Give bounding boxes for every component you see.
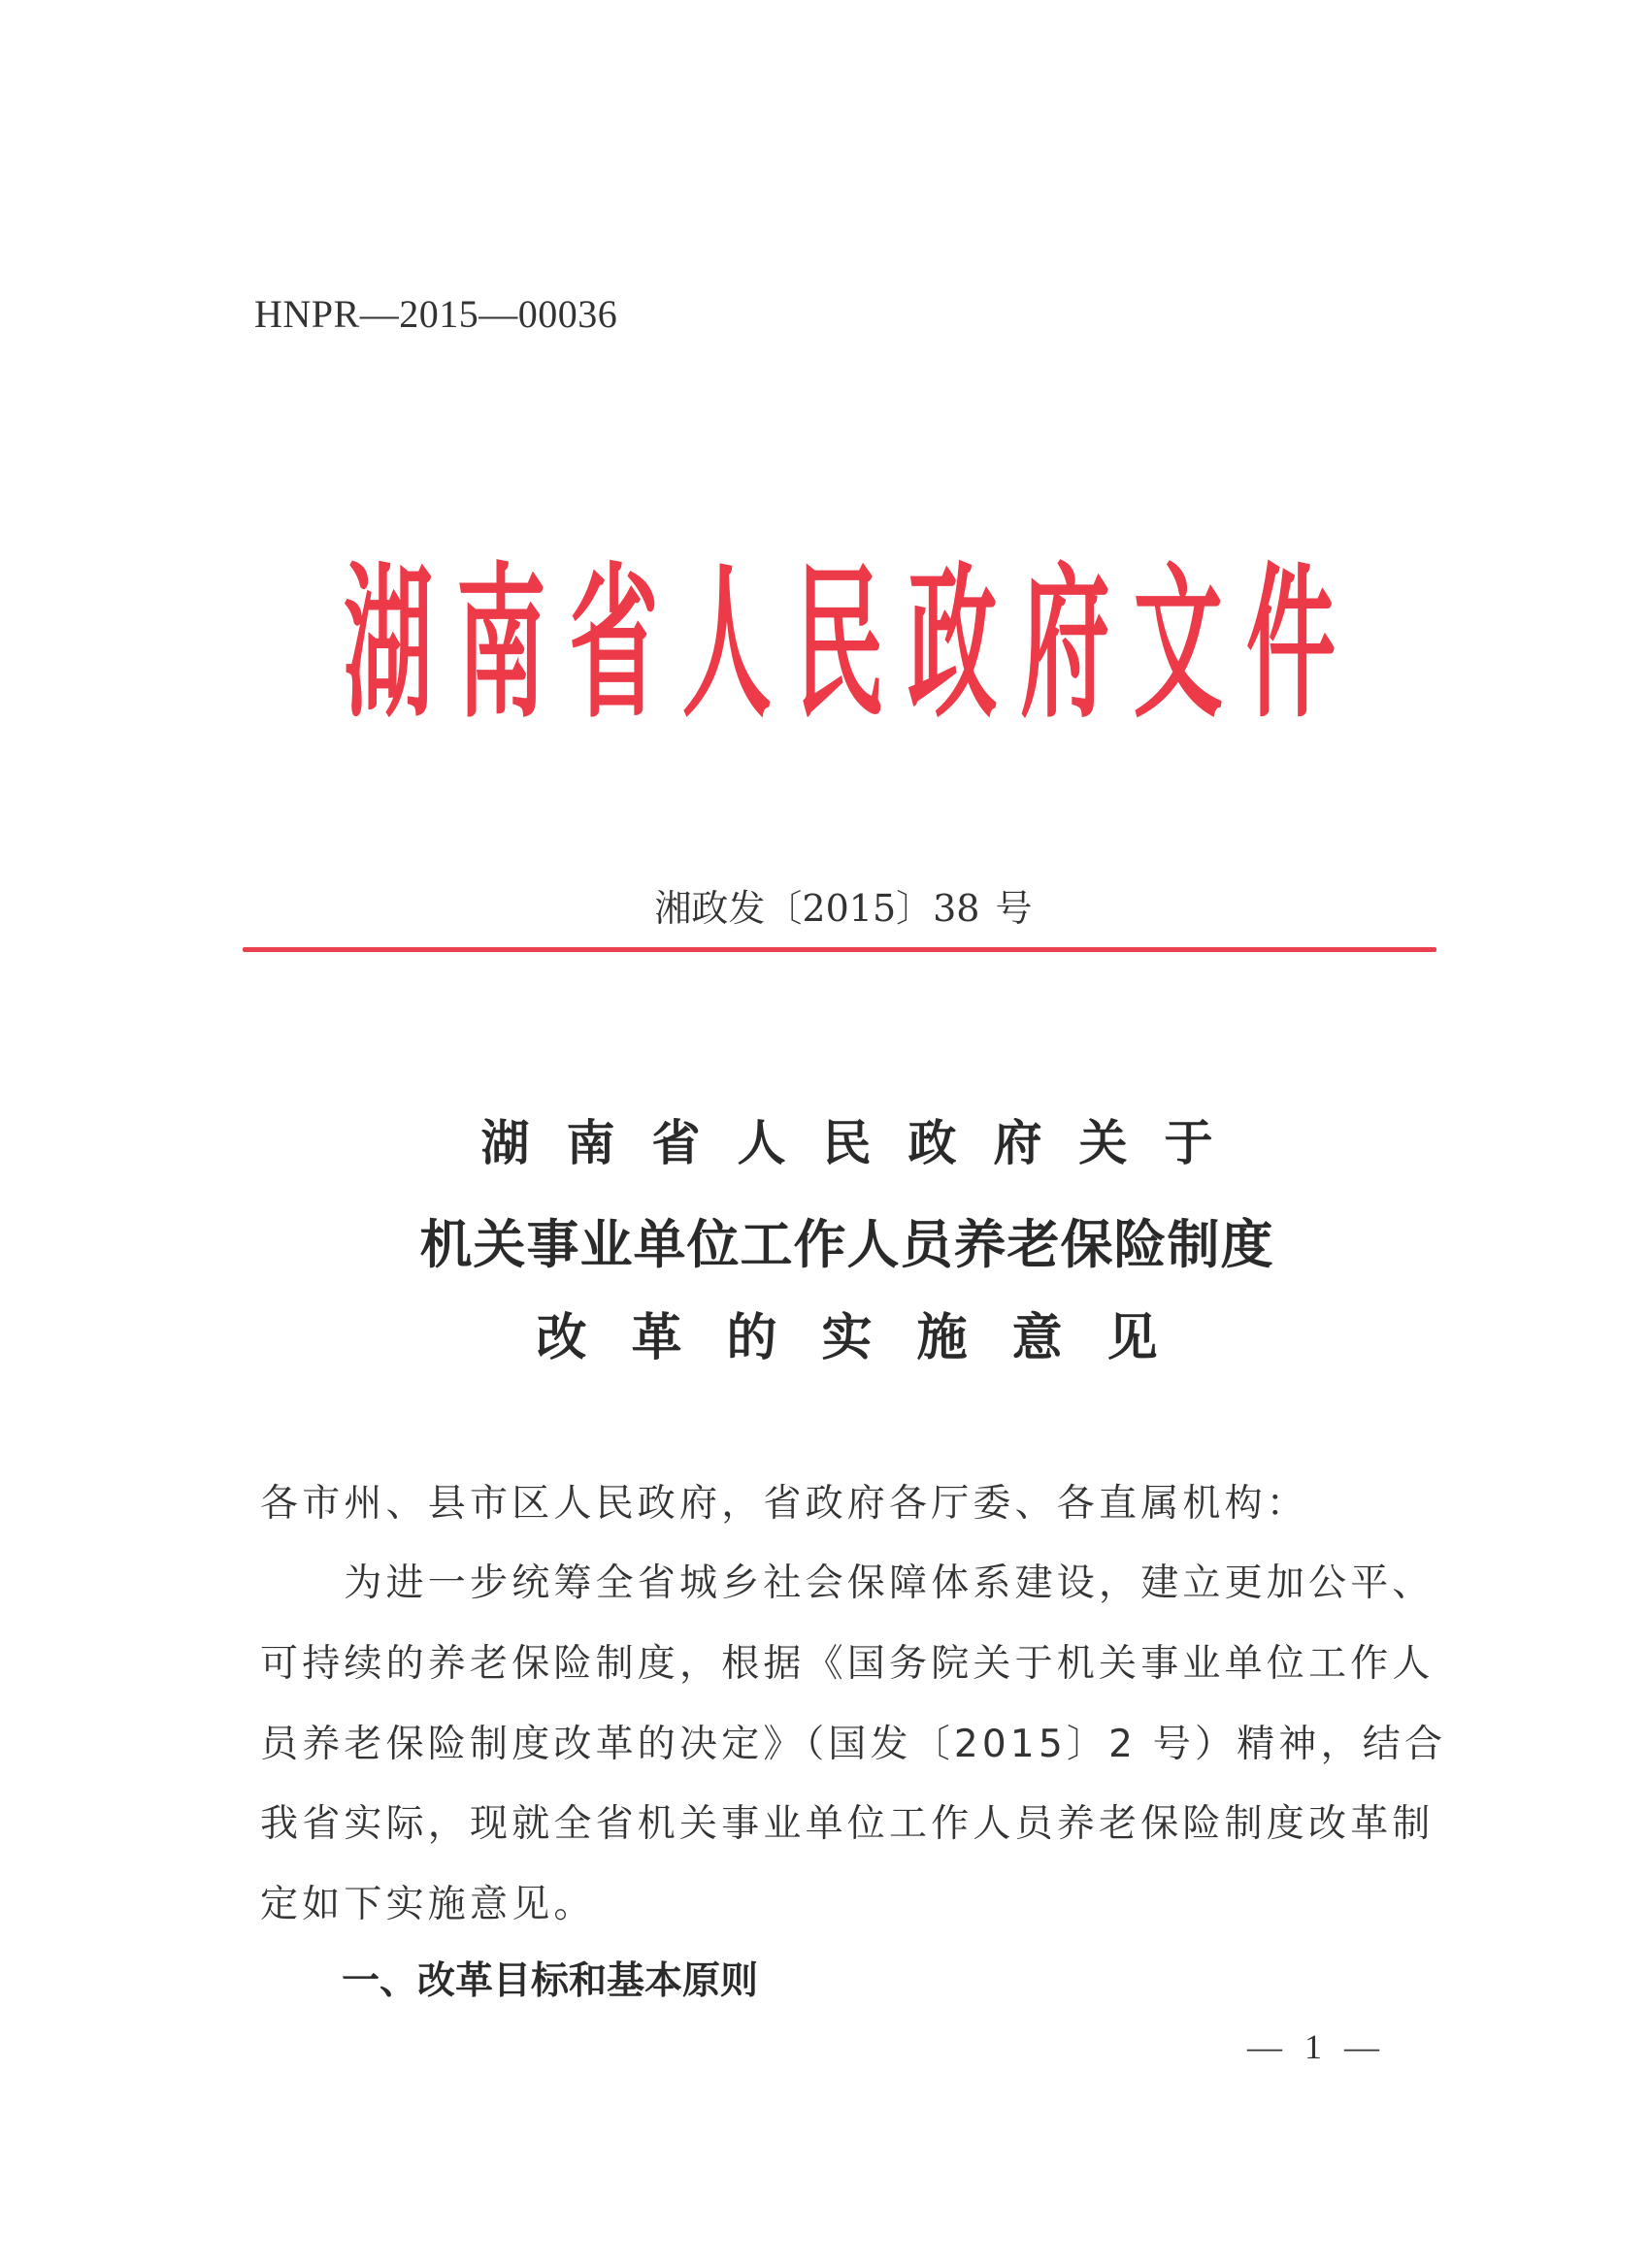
document-title-line-3: 改革的实施意见: [536, 1308, 1203, 1367]
masthead-title: [335, 548, 1344, 741]
masthead-char: 湖: [343, 548, 433, 741]
masthead-char: 省: [569, 548, 659, 741]
document-title-line-2: 机关事业单位工作人员养老保险制度: [419, 1213, 1274, 1275]
body-paragraph-line: 可持续的养老保险制度，根据《国务院关于机关事业单位工作人: [260, 1642, 1435, 1686]
section-heading: 一、改革目标和基本原则: [342, 1959, 759, 2003]
masthead-char: 南: [456, 548, 546, 741]
masthead-char: 民: [794, 548, 884, 741]
document-number: 湘政发〔2015〕38 号: [654, 887, 1033, 930]
body-paragraph-line: 我省实际，现就全省机关事业单位工作人员养老保险制度改革制: [260, 1802, 1435, 1846]
red-divider-line: [243, 947, 1436, 952]
page-number: — 1 —: [1247, 2027, 1379, 2066]
masthead-char: 件: [1245, 548, 1336, 741]
addressee-line: 各市州、县市区人民政府，省政府各厅委、各直属机构：: [260, 1482, 1309, 1526]
masthead-char: 文: [1133, 548, 1223, 741]
body-paragraph-line: 定如下实施意见。: [260, 1883, 596, 1926]
masthead-char: 人: [681, 548, 772, 741]
document-code: HNPR—2015—00036: [254, 292, 618, 336]
document-title-line-1: 湖南省人民政府关于: [480, 1114, 1250, 1171]
body-paragraph-line: 员养老保险制度改革的决定》（国发〔2015〕2 号）精神，结合: [260, 1723, 1447, 1766]
body-paragraph-line: 为进一步统筹全省城乡社会保障体系建设，建立更加公平、: [260, 1561, 1435, 1605]
masthead-char: 政: [908, 548, 998, 741]
masthead-char: 府: [1020, 548, 1110, 741]
